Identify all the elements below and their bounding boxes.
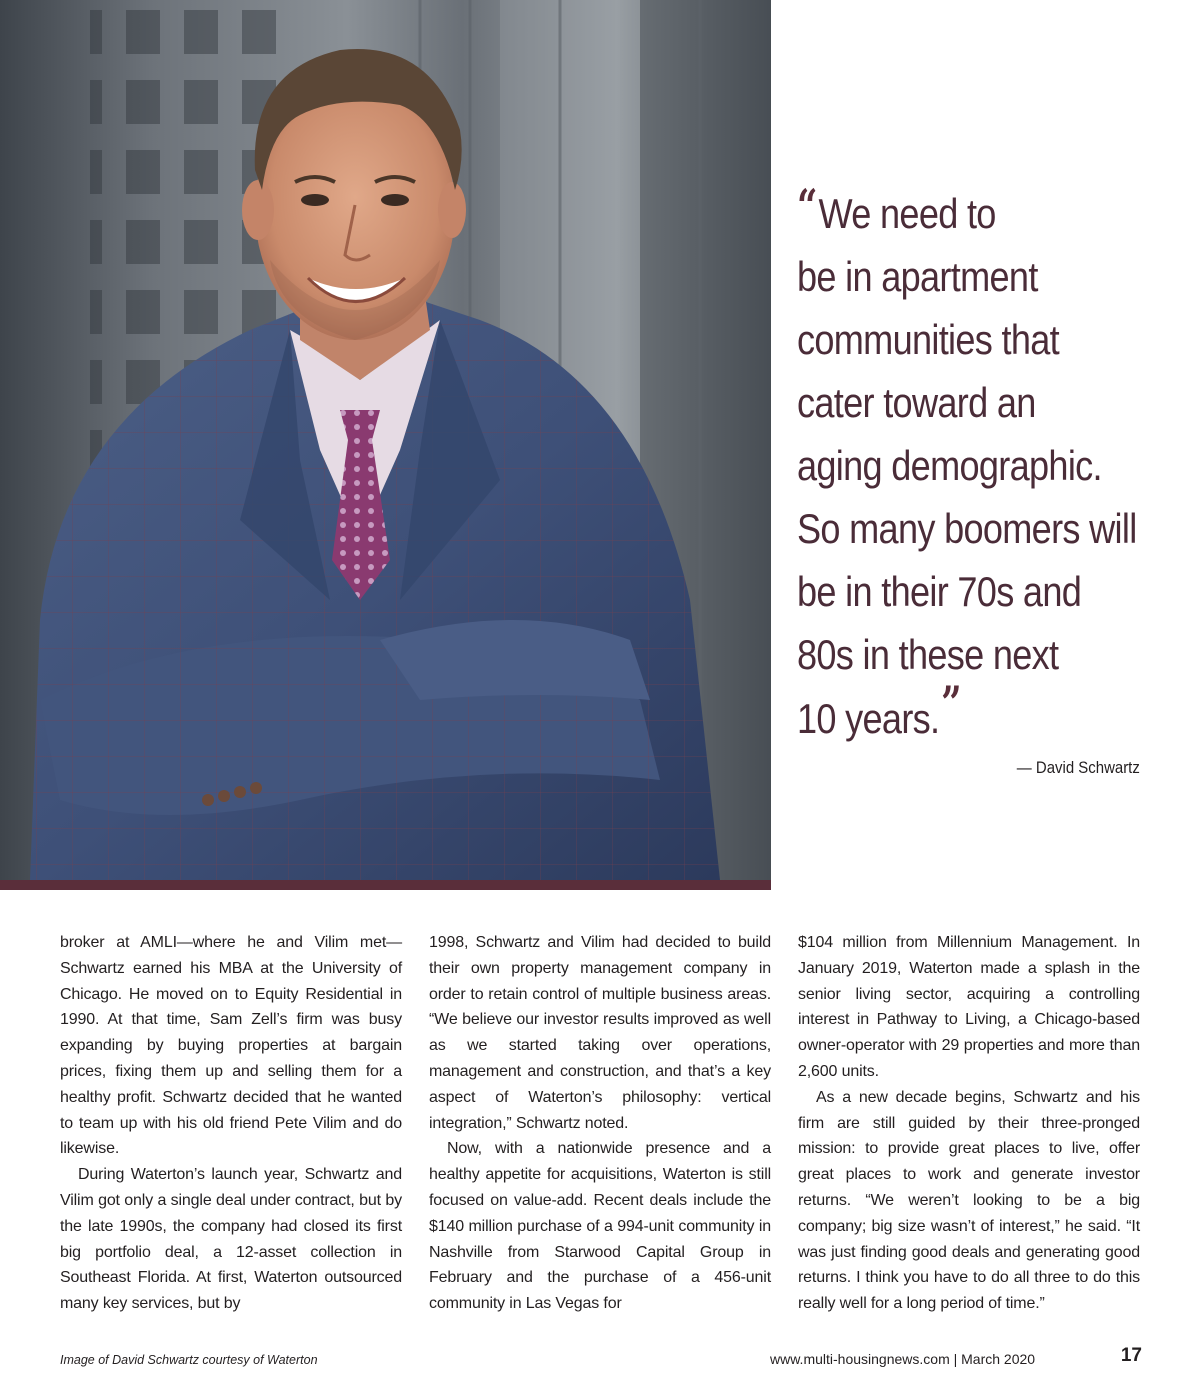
portrait-photo — [0, 0, 771, 880]
paragraph: During Waterton’s launch year, Schwartz and Vilim got only a single deal under contract, but by the late 1990s, the company had closed its first big portfolio deal, a 12-asset collection in Southeast Florida. At first, Waterton outsourced many key services, but by — [60, 1166, 402, 1313]
article-column-2 — [429, 930, 771, 1317]
paragraph: broker at AMLI—where he and Vilim met—Schwartz earned his MBA at the University of Chicago. He moved on to Equity Residential in 1990. At that time, Sam Zell’s firm was busy expanding by buying properties at bargain prices, fixing them up and selling them for a healthy profit. Schwartz decided that he wanted to team up with his old friend Pete Vilim and do likewise. — [60, 934, 402, 1158]
quote-line-9: 10 years.” — [797, 676, 961, 742]
footer-site-date: www.multi-housingnews.com | March 2020 — [770, 1351, 1036, 1367]
quote-line-5: aging demographic. — [797, 442, 1102, 489]
quote-line-2: be in apartment — [797, 253, 1038, 300]
article-column-1 — [60, 930, 402, 1317]
pull-quote — [797, 181, 1177, 750]
paragraph: $104 million from Millennium Management. In January 2019, Waterton made a splash in the senior living sector, acquiring a controlling interest in Pathway to Living, a Chicago-based owner-operator with 29 properties and more than 2,600 units. — [798, 934, 1140, 1080]
quote-line-8: 80s in these next — [797, 631, 1059, 678]
quote-line-1: “We need to — [797, 179, 996, 237]
close-quote-icon: ” — [941, 676, 961, 730]
article-column-3 — [798, 930, 1140, 1317]
portrait-illustration — [0, 0, 771, 880]
open-quote-icon: “ — [797, 179, 817, 233]
quote-attribution: — David Schwartz — [1016, 758, 1140, 777]
page-number: 17 — [1120, 1345, 1142, 1366]
quote-line-7: be in their 70s and — [797, 568, 1082, 615]
photo-accent-bar — [0, 880, 771, 890]
paragraph: As a new decade begins, Schwartz and his firm are still guided by their three-pronged mission: to provide great places to live, offer great places to work and generate investor returns. “We weren’t looking to be a big company; big size wasn’t of interest,” he said. “It was just finding good deals and generating good returns. I think you have to do all three to do this really well for a long period of time.” — [798, 1088, 1140, 1313]
quote-line-3: communities that — [797, 316, 1060, 363]
image-credit: Image of David Schwartz courtesy of Waterton — [60, 1353, 318, 1367]
paragraph: 1998, Schwartz and Vilim had decided to build their own property management company in order to retain control of multiple business areas. “We believe our investor results improved as well as we started taking over operations, management and construction, and that’s a key aspect of Waterton’s philosophy: vertical integration,” Schwartz noted. — [429, 934, 771, 1132]
quote-line-6: So many boomers will — [797, 505, 1137, 552]
quote-line-4: cater toward an — [797, 379, 1036, 426]
paragraph: Now, with a nationwide presence and a healthy appetite for acquisitions, Waterton is still focused on value-add. Recent deals include the $140 million purchase of a 994-unit community in Nashville from Starwood Capital Group in February and the purchase of a 456-unit community in Las Vegas for — [429, 1140, 771, 1313]
